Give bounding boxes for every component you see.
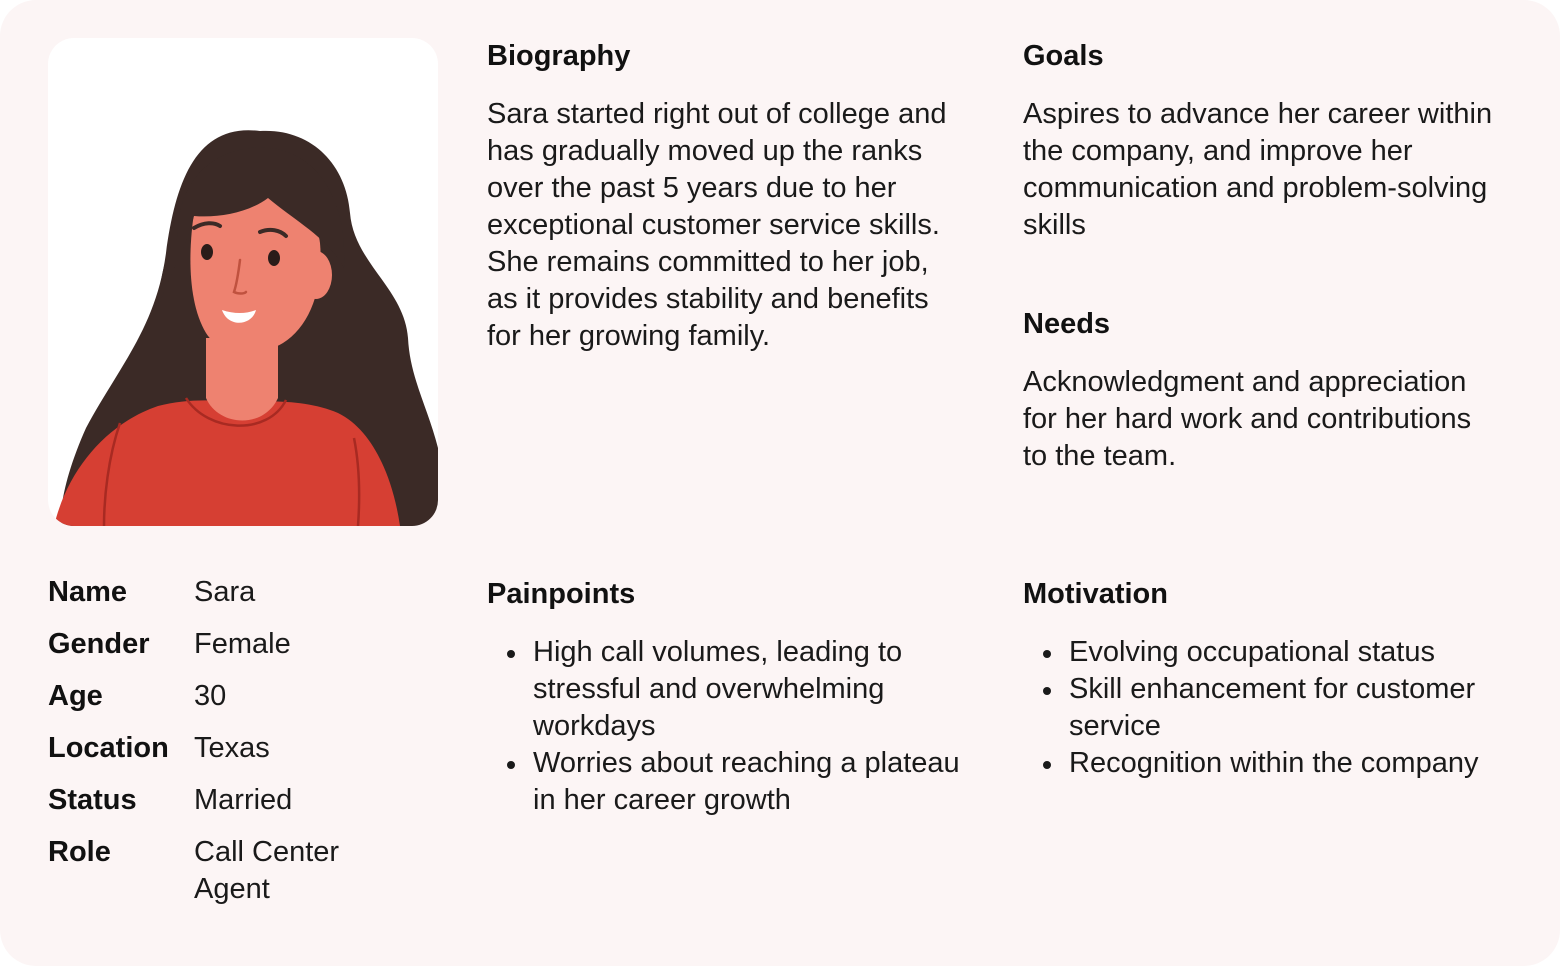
- profile-label: Status: [48, 784, 137, 816]
- needs-title: Needs: [1023, 308, 1111, 340]
- goals-title: Goals: [1023, 40, 1104, 72]
- profile-value: Female: [194, 628, 291, 660]
- profile-value: Texas: [194, 732, 270, 764]
- profile-row-location: [48, 730, 448, 767]
- profile-label: Name: [48, 576, 127, 608]
- profile-row-name: [48, 574, 448, 611]
- list-item: Worries about reaching a plateau in her career growth: [487, 745, 967, 819]
- profile-info: [48, 574, 448, 923]
- profile-label: Gender: [48, 628, 150, 660]
- profile-label: Age: [48, 680, 103, 712]
- profile-row-role: [48, 834, 448, 908]
- avatar-illustration: [48, 38, 438, 526]
- painpoints-list: [487, 634, 967, 819]
- list-item: Recognition within the company: [1023, 745, 1513, 782]
- list-item: High call volumes, leading to stressful and overwhelming workdays: [487, 634, 967, 745]
- profile-label: Location: [48, 732, 169, 764]
- needs-text: Acknowledgment and appreciation for her hard work and contributions to the team.: [1023, 366, 1472, 472]
- right-eye: [268, 250, 280, 266]
- painpoints-title: Painpoints: [487, 578, 636, 610]
- left-eye: [201, 244, 213, 260]
- goals-text: Aspires to advance her career within the company, and improve her communication and problem-solving skills: [1023, 98, 1493, 241]
- profile-value: Call Center Agent: [194, 836, 340, 905]
- profile-label: Role: [48, 836, 111, 868]
- biography-title: Biography: [487, 40, 631, 72]
- motivation-list: [1023, 634, 1513, 782]
- biography-text: Sara started right out of college and has gradually moved up the ranks over the past 5 years due to her exceptional customer service skills. She remains committed to her job, as it provides stability and benefits for her growing family.: [487, 98, 947, 352]
- profile-value: 30: [194, 680, 227, 712]
- motivation-title: Motivation: [1023, 578, 1168, 610]
- list-item: Evolving occupational status: [1023, 634, 1513, 671]
- list-item: Skill enhancement for customer service: [1023, 671, 1513, 745]
- profile-value: Sara: [194, 576, 256, 608]
- persona-avatar: [48, 38, 438, 526]
- profile-row-status: [48, 782, 448, 819]
- profile-row-age: [48, 678, 448, 715]
- profile-row-gender: [48, 626, 448, 663]
- profile-value: Married: [194, 784, 293, 816]
